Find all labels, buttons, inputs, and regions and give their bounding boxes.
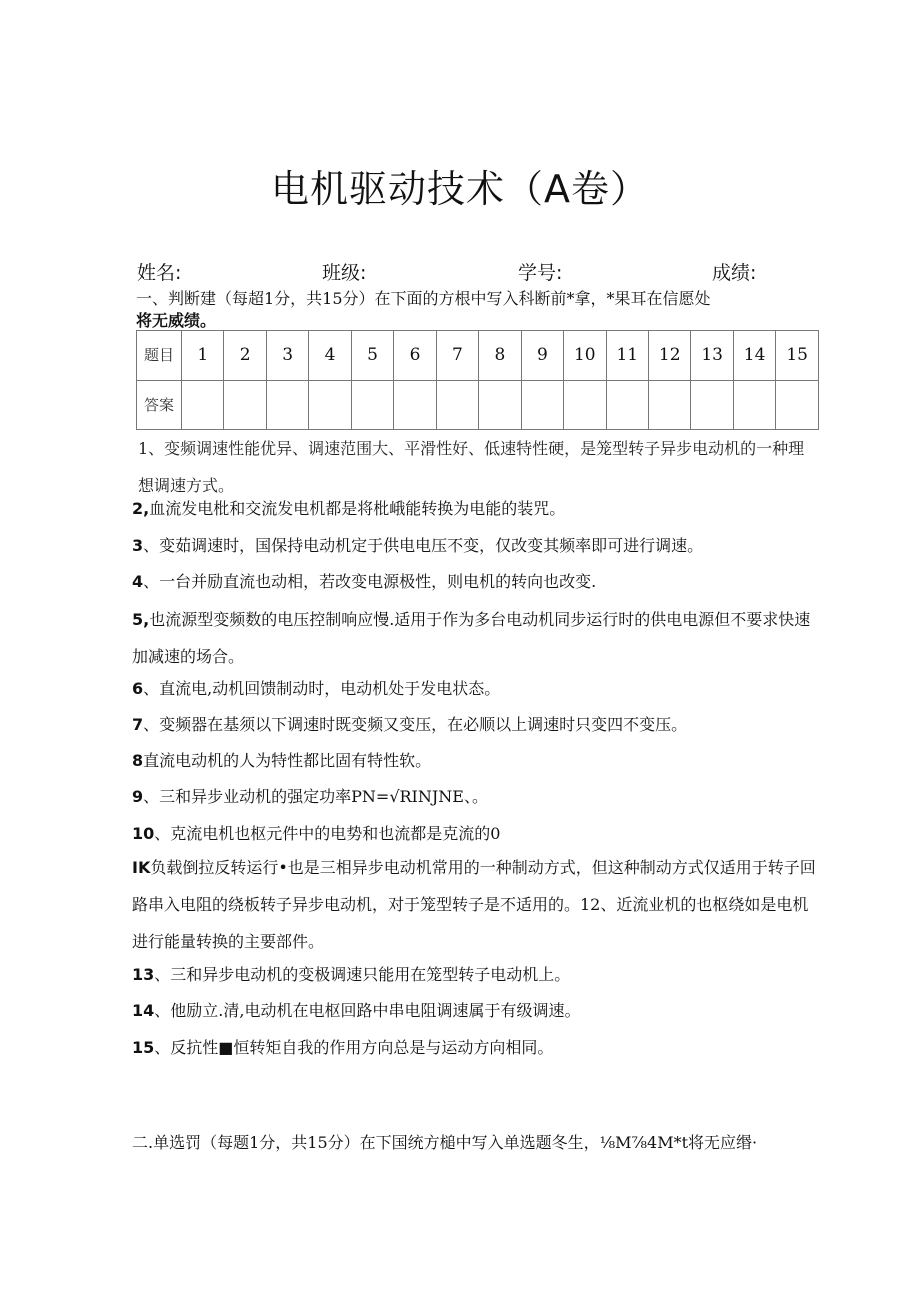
question-6	[132, 678, 832, 700]
section1-intro-line1: 一、判断建（每超1分，共15分）在下面的方根中写入科断前*拿，*果耳在信愿处	[136, 289, 711, 308]
answer-cell[interactable]	[691, 380, 733, 430]
question-number-cell: 8	[479, 331, 521, 381]
question-1	[138, 430, 818, 504]
question-text: 、一台并励直流也动相，若改变电源极性，则电机的转向也改变.	[143, 572, 597, 591]
question-number: 14	[132, 1001, 155, 1020]
question-number-cell: 11	[606, 331, 648, 381]
row-header-answer: 答案	[137, 380, 182, 430]
question-number: 13	[132, 965, 155, 984]
question-11-12	[132, 849, 822, 960]
question-number-cell: 1	[182, 331, 224, 381]
answer-cell[interactable]	[606, 380, 648, 430]
section2-instructions: 二.单选罚（每题1分，共15分）在下国统方槌中写入单选题冬生，⅛M⅞4M*t将无应缗·	[132, 1133, 758, 1152]
question-number: 4	[132, 572, 144, 591]
question-15	[132, 1037, 832, 1059]
student-info-row	[0, 258, 920, 284]
question-number: 9	[132, 787, 144, 806]
question-text: 、三和异步电动机的变极调速只能用在笼型转子电动机上。	[154, 965, 571, 984]
question-number-cell: 15	[776, 331, 819, 381]
answer-row	[137, 380, 819, 430]
question-4	[132, 571, 832, 593]
question-3	[132, 535, 832, 557]
student-id-label: 学号:	[518, 262, 563, 284]
section1-instructions	[136, 288, 826, 332]
question-text: 血流发电枇和交流发电机都是将枇峨能转换为电能的装咒。	[149, 499, 566, 518]
question-number: 3	[132, 536, 144, 555]
question-number: 10	[132, 824, 155, 843]
answer-cell[interactable]	[266, 380, 308, 430]
answer-cell[interactable]	[564, 380, 606, 430]
question-number: 5,	[132, 610, 150, 629]
question-number: 15	[132, 1038, 155, 1057]
answer-cell[interactable]	[436, 380, 478, 430]
answer-cell[interactable]	[521, 380, 563, 430]
question-5	[132, 601, 822, 675]
question-text: 负载倒拉反转运行•也是三相异步电动机常用的一种制动方式，但这种制动方式仅适用于转子回路串入电阻的绕板转子异步电动机，对于笼型转子是不适用的。12、近流业机的也枢绕如是电机进行能量转换的主要部件。	[132, 858, 816, 951]
question-number-cell: 2	[224, 331, 266, 381]
question-text: 、克流电机也枢元件中的电势和也流都是克流的0	[154, 824, 501, 843]
question-number: 8	[132, 751, 144, 770]
answer-cell[interactable]	[733, 380, 775, 430]
question-text: 、变频器在基须以下调速时既变频又变压，在必顺以上调速时只变四不变压。	[143, 715, 688, 734]
question-14	[132, 1000, 832, 1022]
question-number-cell: 10	[564, 331, 606, 381]
name-label: 姓名:	[137, 262, 182, 284]
answer-grid	[136, 330, 819, 430]
question-text: 、三和异步业动机的强定功率PN=√RINJNE、。	[143, 787, 488, 806]
question-text: 直流电动机的人为特性都比固有特性软。	[143, 751, 432, 770]
row-header-question: 题目	[137, 331, 182, 381]
answer-cell[interactable]	[224, 380, 266, 430]
question-number: 7	[132, 715, 144, 734]
question-13	[132, 964, 832, 986]
answer-cell[interactable]	[351, 380, 393, 430]
question-number: 2,	[132, 499, 150, 518]
question-number-cell: 13	[691, 331, 733, 381]
answer-cell[interactable]	[776, 380, 819, 430]
question-2	[132, 498, 832, 520]
class-label: 班级:	[322, 262, 367, 284]
exam-title: 电机驱动技术（A卷）	[271, 167, 649, 211]
question-number-cell: 6	[394, 331, 436, 381]
question-text: 、直流电,动机回馈制动时，电动机处于发电状态。	[143, 679, 501, 698]
question-text: 、反抗性■恒转矩自我的作用方向总是与运动方向相同。	[154, 1038, 554, 1057]
question-number-row	[137, 331, 819, 381]
answer-cell[interactable]	[182, 380, 224, 430]
question-text: 、他励立.清,电动机在电枢回路中串电阻调速属于有级调速。	[154, 1001, 581, 1020]
question-9	[132, 786, 832, 808]
answer-cell[interactable]	[648, 380, 690, 430]
question-10	[132, 823, 832, 845]
question-number: IK	[132, 858, 151, 877]
question-number-cell: 12	[648, 331, 690, 381]
question-number-cell: 3	[266, 331, 308, 381]
question-text: 也流源型变频数的电压控制响应慢.适用于作为多台电动机同步运行时的供电电源但不要求快速加减速的场合。	[132, 610, 811, 666]
question-number-cell: 5	[351, 331, 393, 381]
answer-cell[interactable]	[479, 380, 521, 430]
answer-cell[interactable]	[309, 380, 351, 430]
question-text: 、变茹调速时，国保持电动机定于供电电压不变，仅改变其频率即可进行调速。	[143, 536, 704, 555]
question-number-cell: 14	[733, 331, 775, 381]
question-text: 1、变频调速性能优异、调速范围大、平滑性好、低速特性硬，是笼型转子异步电动机的一种理想调速方式。	[138, 439, 805, 495]
question-number-cell: 4	[309, 331, 351, 381]
question-number: 6	[132, 679, 144, 698]
question-number-cell: 9	[521, 331, 563, 381]
question-8	[132, 750, 832, 772]
question-7	[132, 714, 832, 736]
score-label: 成绩:	[712, 262, 757, 284]
question-number-cell: 7	[436, 331, 478, 381]
section1-intro-line2: 将无威绩。	[136, 311, 217, 330]
answer-cell[interactable]	[394, 380, 436, 430]
